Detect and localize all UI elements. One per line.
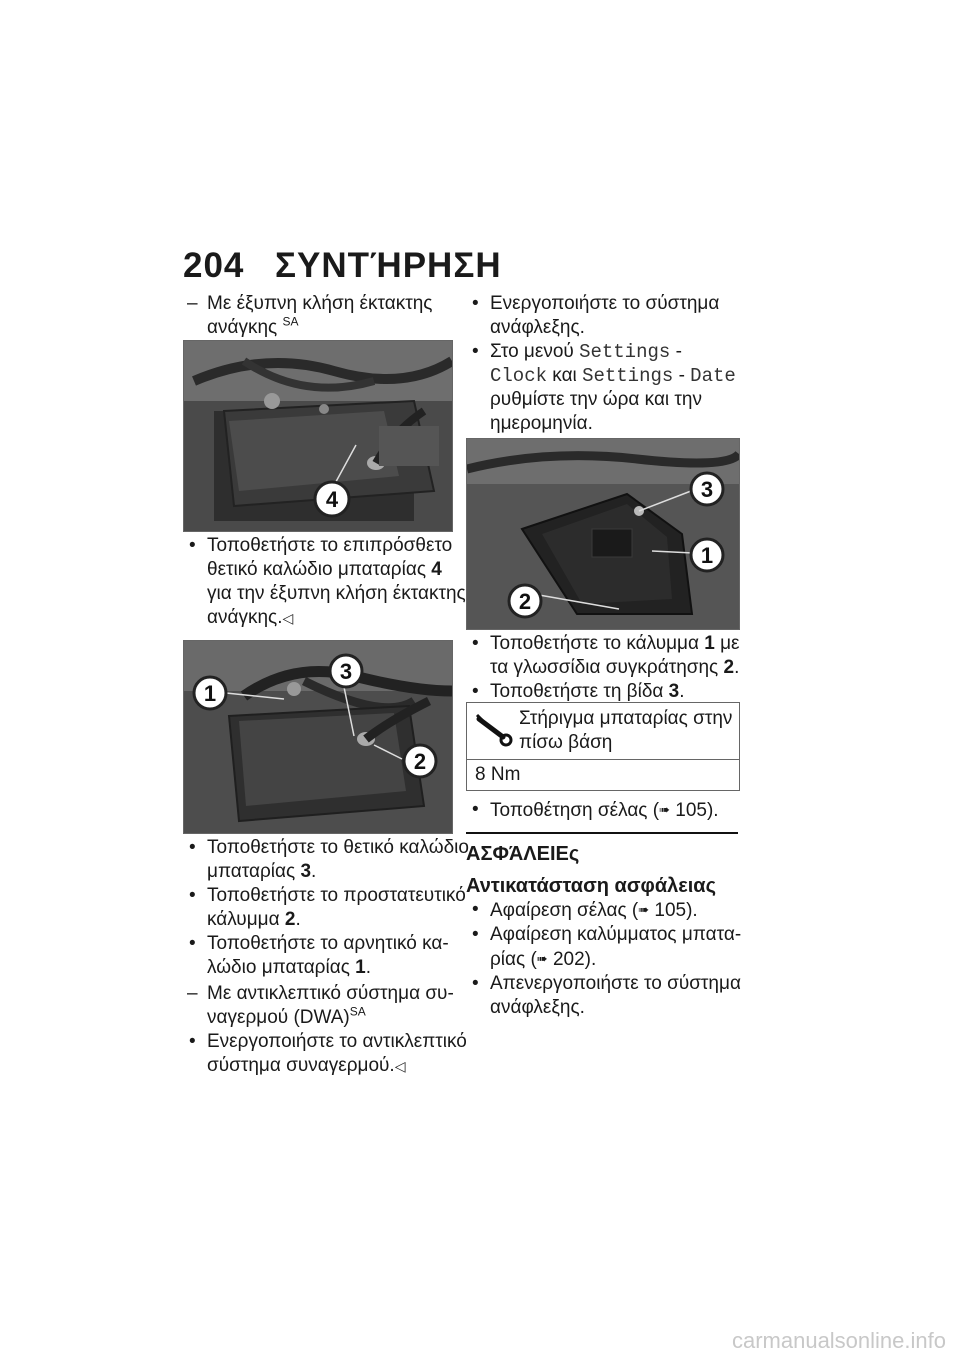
callout-1: 1 [700,543,714,568]
battery-photo-2-illustration [184,641,452,833]
callout-2: 2 [413,749,427,774]
torque-spec-box [466,702,740,791]
section-title: ΑΣΦΆΛΕΙΕς [466,843,580,865]
callout-3: 3 [700,477,714,502]
battery-photo-1 [183,340,453,532]
end-of-section-icon: ◁ [282,610,294,626]
callout-3: 3 [339,659,353,684]
battery-photo-2 [183,640,453,834]
left-dash-item-1: – Με έξυπνη κλήση έκτακτης ανάγκης $^{SA}$ [187,293,433,338]
callout-1: 1 [203,681,217,706]
left-dash-item-2: – Με αντικλεπτικό σύστημα συ- ναγερμού (DWA)$^{SA}$ • Ενεργοποιήστε το αντικλεπτικό σύστημα συναγερμού.◁ [187,983,467,1076]
page-title: ΣΥΝΤΉΡΗΣΗ [275,246,502,285]
watermark: carmanualsonline.info [731,1328,946,1353]
right-bullet-5: • Τοποθέτηση σέλας (➠ 105). [472,799,719,821]
right-bullets-1-2: • Ενεργοποιήστε το σύστημα ανάφλεξης. • Στο μενού Settings - Clock και Settings - Date ρυθμίστε την ώρα και την ημερομηνία. [472,293,736,434]
page-ref-arrow-icon: ➠ [536,951,548,966]
section-subtitle: Αντικατάσταση ασφάλειας [466,875,716,897]
end-of-section-icon: ◁ [394,1058,406,1074]
page-ref-arrow-icon: ➠ [638,902,650,917]
fuses-section: ΑΣΦΆΛΕΙΕς Αντικατάσταση ασφάλειας • Αφαίρεση σέλας (➠ 105). • Αφαίρεση καλύμματος μπατα- ρίας (➠ 202). • Απενεργοποιήστε το σύστημα ανάφλεξης. [466,843,742,1018]
torque-wrench-icon [475,711,515,747]
right-bullets-3-4: • Τοποθετήστε το κάλυμμα 1 με τα γλωσσίδια συγκράτησης 2. • Τοποθετήστε τη βίδα 3. [472,633,740,702]
left-bullets-2-4: • Τοποθετήστε το θετικό καλώδιο μπαταρίας 3. • Τοποθετήστε το προστατευτικό κάλυμμα 2. • Τοποθετήστε το αρνητικό κα- λώδιο μπαταρίας 1. [189,837,469,978]
page-number: 204 [183,246,245,285]
torque-description: Στήριγμα μπαταρίας στην πίσω βάση [519,708,733,753]
callout-2: 2 [518,589,532,614]
torque-value: 8 Nm [475,764,521,785]
battery-photo-1-illustration [184,341,452,531]
battery-cover-photo-illustration [467,439,739,629]
left-bullet-1: • Τοποθετήστε το επιπρόσθετο θετικό καλώδιο μπαταρίας 4 για την έξυπνη κλήση έκτακτης ανάγκης.◁ [189,535,466,628]
page-header [183,246,502,286]
page-ref-arrow-icon: ➠ [659,802,670,817]
section-divider [466,832,738,834]
callout-4: 4 [325,487,339,512]
battery-cover-photo [466,438,740,630]
